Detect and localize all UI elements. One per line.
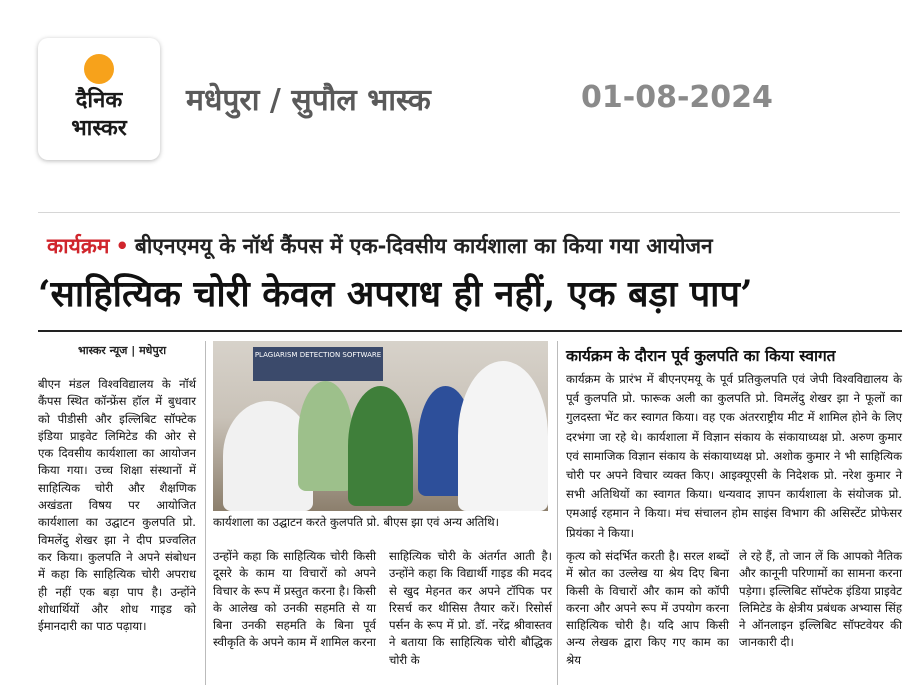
logo-text-bottom: भास्कर bbox=[71, 116, 127, 141]
photo-banner: PLAGIARISM DETECTION SOFTWARE bbox=[253, 347, 383, 381]
sun-logo-icon bbox=[84, 54, 114, 84]
header-divider bbox=[38, 212, 900, 213]
kicker-label: कार्यक्रम bbox=[47, 234, 110, 258]
edition-date: 01-08-2024 bbox=[581, 80, 773, 115]
kicker-text: बीएनएमयू के नॉर्थ कैंपस में एक-दिवसीय कार्यशाला का किया गया आयोजन bbox=[134, 234, 713, 258]
bullet-icon: • bbox=[115, 234, 129, 258]
article-headline: ‘साहित्यिक चोरी केवल अपराध ही नहीं, एक बड़ा पाप’ bbox=[38, 273, 753, 315]
headline-rule bbox=[38, 330, 902, 332]
person-figure bbox=[348, 386, 413, 506]
edition-title: मधेपुरा / सुपौल भास्क bbox=[186, 83, 431, 118]
newspaper-logo bbox=[38, 38, 160, 160]
person-figure bbox=[458, 361, 548, 511]
person-figure bbox=[298, 381, 353, 491]
article-column-5: ले रहे हैं, तो जान लें कि आपको नैतिक और कानूनी परिणामों का सामना करना पड़ेगा। इल्लिबिट सॉफ्टेक इंडिया प्राइवेट लिमिटेड के क्षेत्रीय प्रबंधक अभ्यास सिंह ने ऑनलाइन इल्लिबिट सॉफ्टवेयर की जानकारी दी। bbox=[739, 549, 902, 650]
column-divider bbox=[557, 341, 558, 685]
article-kicker bbox=[47, 232, 713, 260]
sidebar-story-title: कार्यक्रम के दौरान पूर्व कुलपति का किया स्वागत bbox=[566, 347, 836, 365]
article-column-2: उन्होंने कहा कि साहित्यिक चोरी किसी दूसरे के काम या विचारों को अपने विचार के रूप में प्रस्तुत करना है। किसी के आलेख को उनकी सहमति से या बिना उनकी सहमति के बिना पूर्व स्वीकृति के अपने काम में शामिल करना bbox=[213, 549, 376, 650]
photo-caption: कार्यशाला का उद्घाटन करते कुलपति प्रो. बीएस झा एवं अन्य अतिथि। bbox=[213, 515, 500, 529]
sidebar-story-body: कार्यक्रम के प्रारंभ में बीएनएमयू के पूर्व प्रतिकुलपति एवं जेपी विश्वविद्यालय के पूर्व कुलपति प्रो. फारूक अली का कुलपति प्रो. विमलेंदु शेखर झा ने फूलों का गुलदस्ता भेंट कर स्वागत किया। वह एक अंतरराष्ट्रीय मीट में शामिल होने के लिए दरभंगा जा रहे थे। कार्यशाला में विज्ञान संकाय के संकायाध्यक्ष प्रो. अरुण कुमार एवं सामाजिक विज्ञान संकाय के संकायाध्यक्ष प्रो. अशोक कुमार ने भी साहित्यिक चोरी पर अपने विचार व्यक्त किए। आइक्यूएसी के निदेशक प्रो. नरेश कुमार ने सभी अतिथियों का स्वागत किया। धन्यवाद ज्ञापन कार्यशाला के संयोजक प्रो. एमआई रहमान ने किया। मंच संचालन होम साइंस विभाग की असिस्टेंट प्रोफेसर प्रियंका ने किया। bbox=[566, 372, 902, 540]
byline: भास्कर न्यूज | मधेपुरा bbox=[78, 344, 167, 357]
event-photo bbox=[213, 341, 548, 511]
article-column-4: कृत्य को संदर्भित करती है। सरल शब्दों में स्रोत का उल्लेख या श्रेय दिए बिना किसी के विचारों और काम को कॉपी करना और अपने रूप में उपयोग करना साहित्यिक चोरी है। यदि आप किसी अन्य लेखक द्वारा किए गए काम का श्रेय bbox=[566, 549, 729, 667]
article-column-3: साहित्यिक चोरी के अंतर्गत आती है। उन्होंने कहा कि विद्यार्थी गाइड की मदद से खुद मेहनत कर अपने टॉपिक पर रिसर्च कर थीसिस तैयार करें। रिसोर्स पर्सन के रूप में प्रो. डॉ. नरेंद्र श्रीवास्तव ने बताया कि साहित्यिक चोरी बौद्धिक चोरी के bbox=[389, 549, 552, 667]
logo-text-top: दैनिक bbox=[75, 88, 123, 113]
article-column-1: बीएन मंडल विश्वविद्यालय के नॉर्थ कैंपस स्थित कॉन्फ्रेंस हॉल में बुधवार को पीडीसी और इल्लिबिट सॉफ्टेक इंडिया प्राइवेट लिमिटेड की ओर से एक दिवसीय कार्यशाला का आयोजन किया गया। उच्च शिक्षा संस्थानों में साहित्यिक चोरी और शैक्षणिक अखंडता विषय पर आयोजित कार्यशाला का उद्घाटन कुलपति प्रो. विमलेंदु शेखर झा ने दीप प्रज्वलित कर किया। कुलपति ने अपने संबोधन में कहा कि साहित्यिक चोरी अपराध ही नहीं एक बड़ा पाप है। उन्होंने शोधार्थियों और शोध गाइड को ईमानदारी का पाठ पढ़ाया। bbox=[38, 377, 196, 634]
column-divider bbox=[205, 341, 206, 685]
